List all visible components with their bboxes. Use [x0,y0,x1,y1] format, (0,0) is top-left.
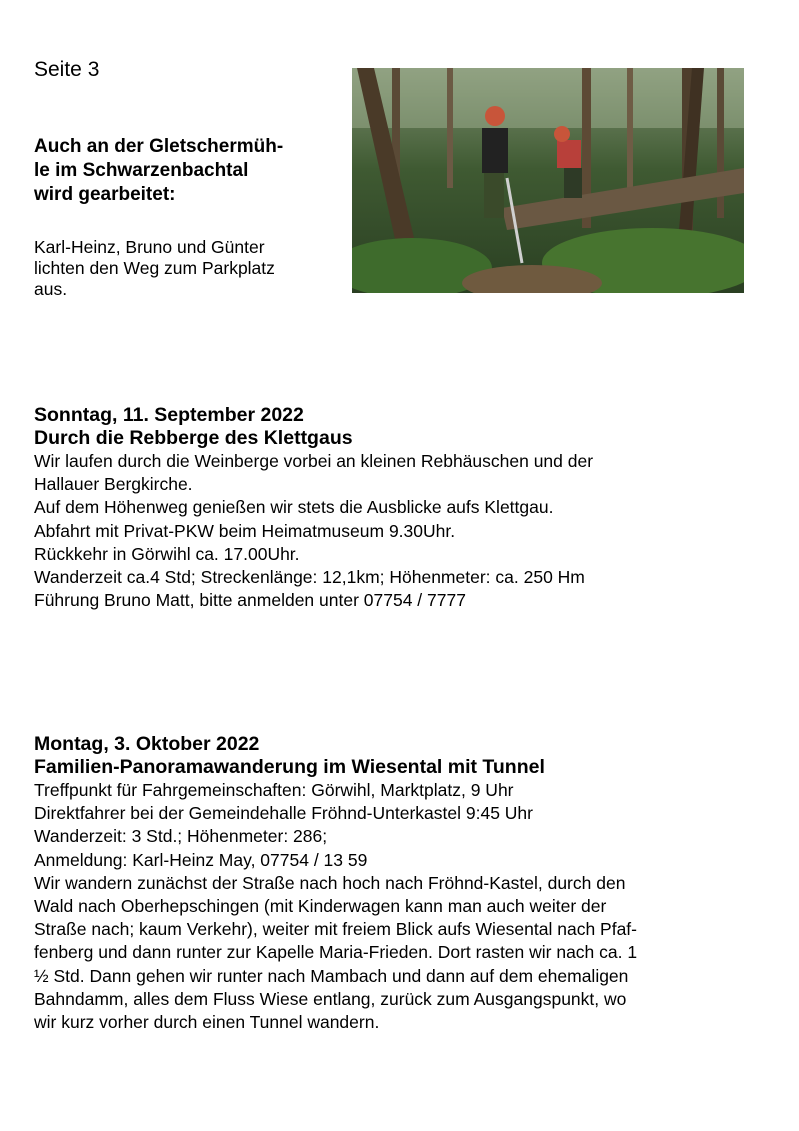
event-heading [34,404,774,450]
event-heading [34,733,774,779]
event-line: Rückkehr in Görwihl ca. 17.00Uhr. [34,543,300,564]
event-line: fenberg und dann runter zur Kapelle Maria-Frieden. Dort rasten wir nach ca. 1 [34,942,638,963]
page-number: Seite 3 [34,58,100,81]
event-line: wir kurz vorher durch einen Tunnel wandern. [34,1012,380,1033]
intro-text-line: aus. [34,279,68,299]
event-description [34,450,774,612]
event-line: Wir wandern zunächst der Straße nach hoch nach Fröhnd-Kastel, durch den [34,872,626,893]
event-date: Montag, 3. Oktober 2022 [34,733,260,755]
intro-heading [34,135,344,207]
event-line: Straße nach; kaum Verkehr), weiter mit freiem Blick aufs Wiesental nach Pfaf- [34,919,637,940]
event-date: Sonntag, 11. September 2022 [34,404,304,426]
event-line: Wir laufen durch die Weinberge vorbei an kleinen Rebhäuschen und der [34,451,594,471]
event-klettgau [34,404,774,612]
event-line: Wanderzeit ca.4 Std; Streckenlänge: 12,1km; Höhenmeter: ca. 250 Hm [34,567,585,588]
event-wiesental [34,733,774,1034]
event-line: Führung Bruno Matt, bitte anmelden unter 07754 / 7777 [34,590,466,611]
event-line: Auf dem Höhenweg genießen wir stets die Ausblicke aufs Klettgau. [34,497,554,518]
event-title: Familien-Panoramawanderung im Wiesental mit Tunnel [34,756,545,778]
intro-heading-line: Auch an der Gletschermüh- [34,136,284,157]
intro-text-line: Karl-Heinz, Bruno und Günter [34,237,265,257]
intro-heading-line: le im Schwarzenbachtal [34,160,249,181]
intro-heading-line: wird gearbeitet: [34,184,176,205]
event-line: Anmeldung: Karl-Heinz May, 07754 / 13 59 [34,849,368,870]
forest-trail-work-photo [352,68,744,293]
event-line: Bahndamm, alles dem Fluss Wiese entlang, zurück zum Ausgangspunkt, wo [34,988,627,1009]
event-description [34,779,774,1034]
intro-text-line: lichten den Weg zum Parkplatz [34,258,275,278]
event-line: Direktfahrer bei der Gemeindehalle Fröhnd-Unterkastel 9:45 Uhr [34,803,533,824]
event-line: Treffpunkt für Fahrgemeinschaften: Görwihl, Marktplatz, 9 Uhr [34,780,514,800]
intro-text [34,237,344,300]
event-line: Abfahrt mit Privat-PKW beim Heimatmuseum 9.30Uhr. [34,520,456,541]
event-line: Hallauer Bergkirche. [34,474,193,495]
event-line: Wald nach Oberhepschingen (mit Kinderwagen kann man auch weiter der [34,896,607,917]
event-line: Wanderzeit: 3 Std.; Höhenmeter: 286; [34,826,328,847]
event-line: ½ Std. Dann gehen wir runter nach Mambach und dann auf dem ehemaligen [34,965,629,986]
event-title: Durch die Rebberge des Klettgaus [34,427,353,449]
